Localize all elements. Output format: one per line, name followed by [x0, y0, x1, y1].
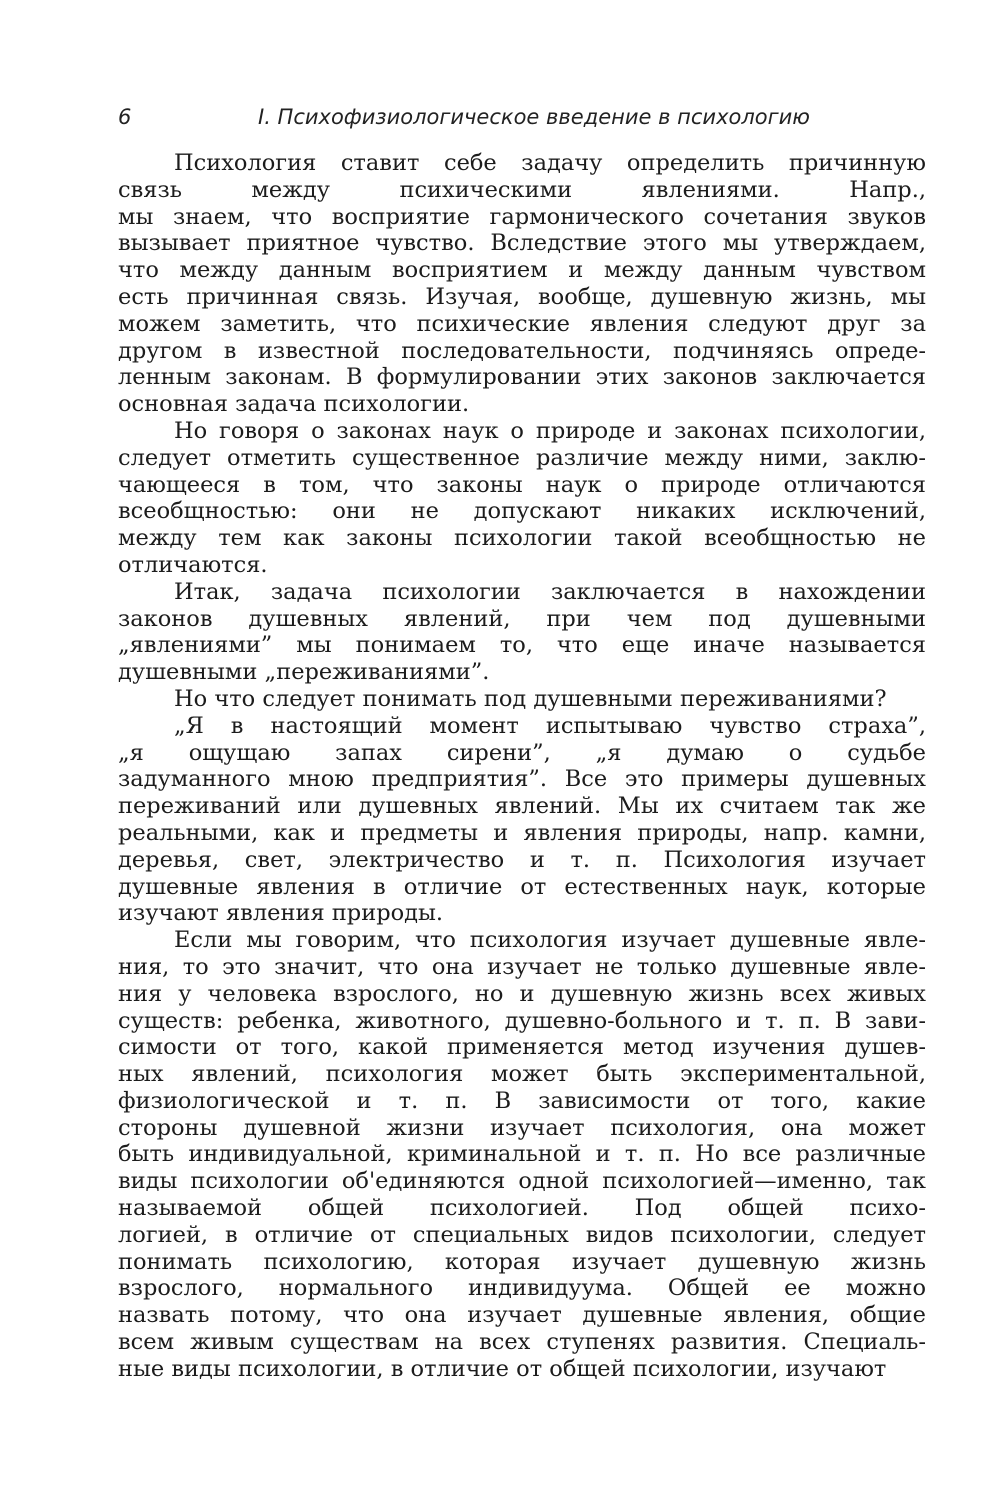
text-line: мы знаем, что восприятие гармонического сочетания звуков [118, 203, 926, 230]
text-line: связь между психическими явлениями. Напр., [118, 176, 926, 203]
text-line: реальными, как и предметы и явления природы, напр. камни, [118, 819, 926, 846]
text-line: Итак, задача психологии заключается в нахождении [174, 578, 926, 605]
text-line: быть индивидуальной, криминальной и т. п. Но все различные [118, 1141, 926, 1168]
text-line: симости от того, какой применяется метод изучения душев- [118, 1034, 926, 1061]
text-line: Но что следует понимать под душевными переживаниями? [174, 685, 887, 712]
text-line: ния у человека взрослого, но и душевную жизнь всех живых [118, 980, 926, 1007]
text-line: Если мы говорим, что психология изучает душевные явле- [174, 927, 926, 954]
text-line: можем заметить, что психические явления следуют друг за [118, 310, 926, 337]
body-text [118, 150, 926, 1383]
text-line: переживаний или душевных явлений. Мы их считаем так же [118, 793, 926, 820]
text-line: называемой общей психологией. Под общей психо- [118, 1195, 926, 1222]
text-line: ных явлений, психология может быть экспериментальной, [118, 1061, 926, 1088]
text-line: взрослого, нормального индивидуума. Общей ее можно [118, 1275, 926, 1302]
text-line: изучают явления природы. [118, 900, 444, 927]
text-line: душевные явления в отличие от естественных наук, которые [118, 873, 926, 900]
text-line: основная задача психологии. [118, 391, 470, 418]
paragraph [118, 713, 926, 927]
text-line: отличаются. [118, 551, 268, 578]
text-line: ленным законам. В формулировании этих законов заключается [118, 364, 926, 391]
text-line: Психология ставит себе задачу определить причинную [174, 150, 926, 176]
text-line: душевными „переживаниями”. [118, 659, 490, 686]
text-line: логией, в отличие от специальных видов психологии, следует [118, 1221, 926, 1248]
page-number: 6 [118, 105, 132, 129]
text-line: всеобщностью: они не допускают никаких исключений, [118, 498, 926, 525]
text-line: ные виды психологии, в отличие от общей психологии, изучают [118, 1355, 887, 1382]
text-line: следует отметить существенное различие между ними, заклю- [118, 444, 926, 471]
text-line: другом в известной последовательности, подчиняясь опреде- [118, 337, 926, 364]
text-line: „явлениями” мы понимаем то, что еще иначе называется [118, 632, 926, 659]
text-line: стороны душевной жизни изучает психология, она может [118, 1114, 926, 1141]
text-line: ния, то это значит, что она изучает не только душевные явле- [118, 953, 926, 980]
text-line: чающееся в том, что законы наук о природе отличаются [118, 471, 926, 498]
paragraph [118, 150, 926, 418]
text-line: „я ощущаю запах сирени”, „я думаю о судьбе [118, 739, 926, 766]
text-line: физиологической и т. п. В зависимости от того, какие [118, 1087, 926, 1114]
paragraph [118, 418, 926, 579]
running-head [118, 100, 938, 134]
text-line: что между данным восприятием и между данным чувством [118, 257, 926, 284]
text-line: есть причинная связь. Изучая, вообще, душевную жизнь, мы [118, 283, 926, 310]
text-line: вызывает приятное чувство. Вследствие этого мы утверждаем, [118, 230, 926, 257]
text-line: законов душевных явлений, при чем под душевными [118, 605, 926, 632]
paragraph [118, 579, 926, 686]
text-line: задуманного мною предприятия”. Все это примеры душевных [118, 766, 926, 793]
paragraph [118, 927, 926, 1383]
text-line: всем живым существам на всех ступенях развития. Специаль- [118, 1329, 926, 1356]
text-line: между тем как законы психологии такой всеобщностью не [118, 525, 926, 552]
text-line: Но говоря о законах наук о природе и законах психологии, [174, 417, 926, 444]
text-line: понимать психологию, которая изучает душевную жизнь [118, 1248, 926, 1275]
running-title: I. Психофизиологическое введение в психологию [258, 105, 810, 129]
paragraph [118, 686, 926, 713]
text-line: существ: ребенка, животного, душевно-больного и т. п. В зави- [118, 1007, 926, 1034]
text-line: деревья, свет, электричество и т. п. Психология изучает [118, 846, 926, 873]
text-line: „Я в настоящий момент испытываю чувство страха”, [174, 712, 926, 739]
text-line: виды психологии об'единяются одной психологией—именно, так [118, 1168, 926, 1195]
text-line: назвать потому, что она изучает душевные явления, общие [118, 1302, 926, 1329]
